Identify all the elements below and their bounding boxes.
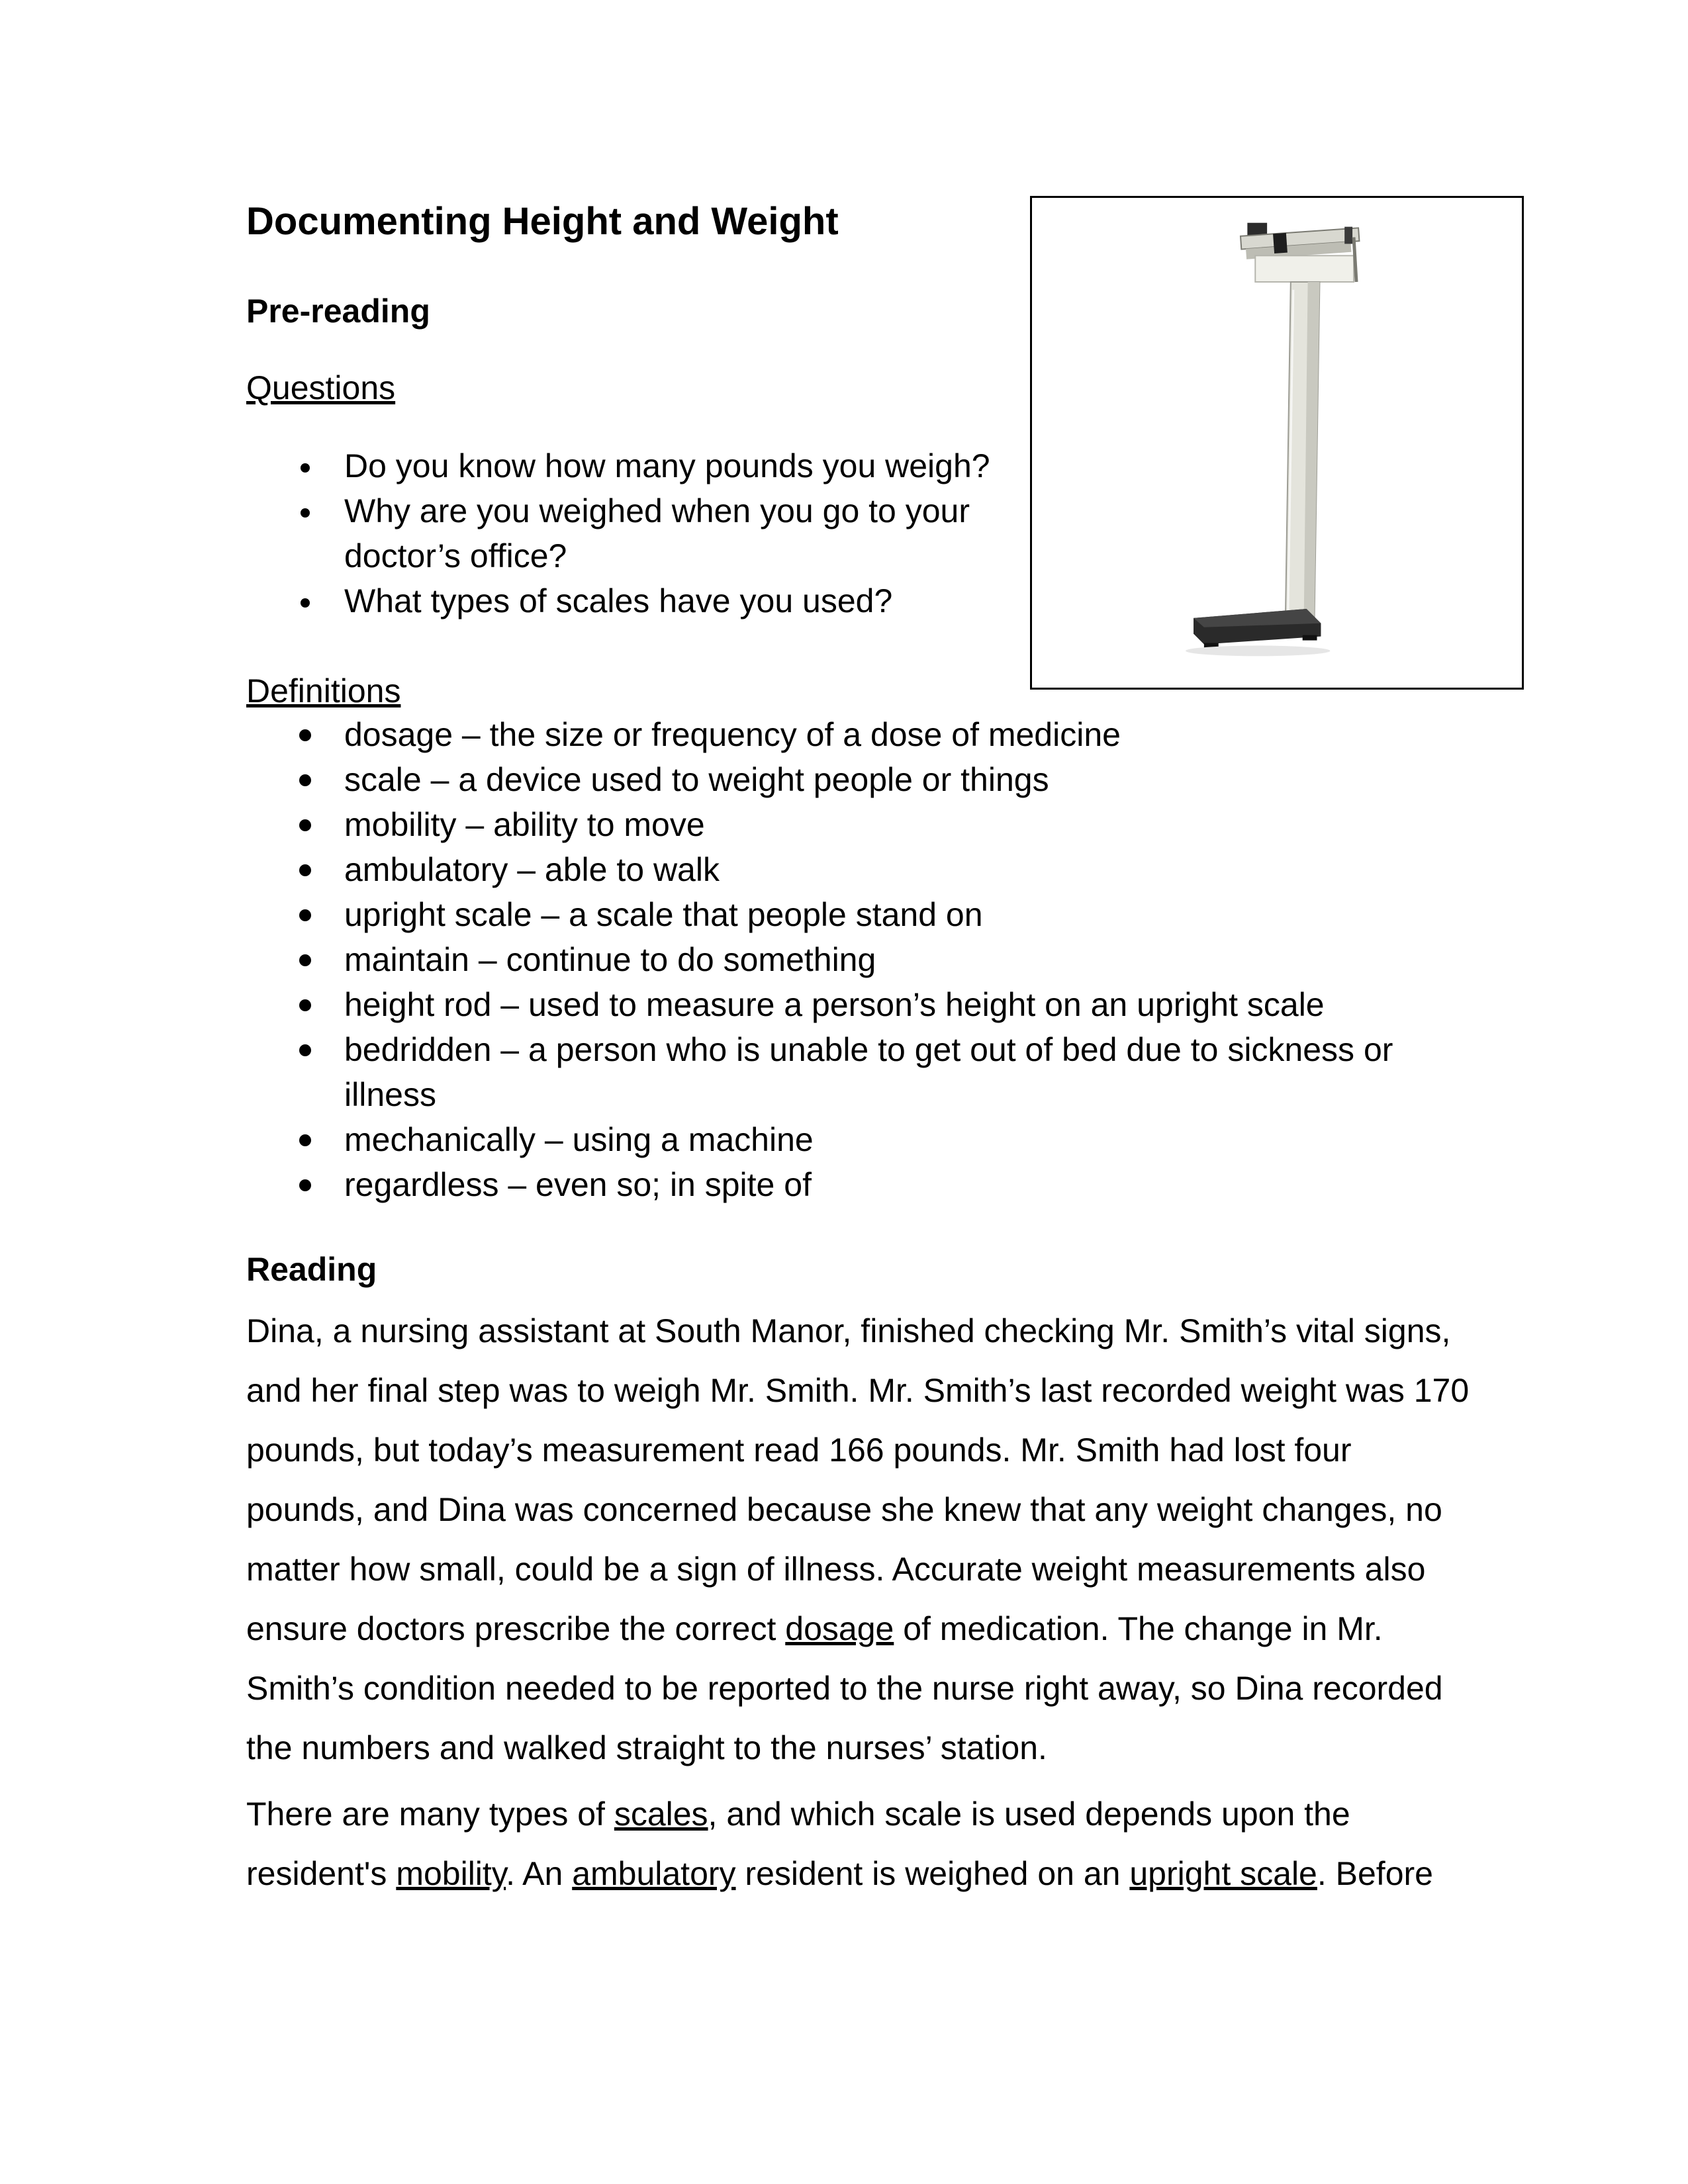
definitions-list (246, 712, 1425, 1207)
paragraph-text: of medication. The change in Mr. Smith’s condition needed to be reported to the nurse right away, so Dina recorded the numbers and walked straight to the nurses’ station. (246, 1610, 1443, 1766)
reading-paragraph-1 (246, 1301, 1477, 1778)
reading-heading: Reading (246, 1251, 377, 1288)
definition-item: scale – a device used to weight people or things (246, 757, 1425, 802)
reading-paragraph-2 (246, 1784, 1477, 1903)
definition-item: bedridden – a person who is unable to get out of bed due to sickness or illness (246, 1027, 1425, 1117)
paragraph-text: . Before (1317, 1855, 1433, 1892)
question-item: What types of scales have you used? (246, 578, 1027, 623)
definitions-heading: Definitions (246, 672, 401, 709)
term-scales: scales (614, 1796, 708, 1833)
term-dosage: dosage (785, 1610, 894, 1647)
questions-heading: Questions (246, 369, 396, 406)
upright-scale-image (1030, 196, 1524, 690)
upright-scale-illustration (1032, 198, 1522, 688)
paragraph-text: . An (506, 1855, 573, 1892)
definition-item: height rod – used to measure a person’s height on an upright scale (246, 982, 1425, 1027)
definition-item: dosage – the size or frequency of a dose of medicine (246, 712, 1425, 757)
term-mobility: mobility (396, 1855, 506, 1892)
term-ambulatory: ambulatory (572, 1855, 736, 1892)
paragraph-text: resident is weighed on an (735, 1855, 1130, 1892)
page-title: Documenting Height and Weight (246, 200, 839, 243)
definition-item: ambulatory – able to walk (246, 847, 1425, 892)
questions-list (246, 443, 1027, 623)
pre-reading-heading: Pre-reading (246, 293, 430, 330)
definition-item: mobility – ability to move (246, 802, 1425, 847)
paragraph-text: Dina, a nursing assistant at South Manor, finished checking Mr. Smith’s vital signs, and her final step was to weigh Mr. Smith. Mr. Smith’s last recorded weight was 170 pounds, but today’s measurement read 166 pounds. Mr. Smith had lost four pounds, and Dina was concerned because she knew that any weight changes, no matter how small, could be a sign of illness. Accurate weight measurements also ensure doctors prescribe the correct (246, 1312, 1470, 1647)
definition-item: mechanically – using a machine (246, 1117, 1425, 1162)
question-item: Why are you weighed when you go to your doctor’s office? (246, 488, 1027, 578)
paragraph-text: , and which scale is used depends upon the resident's (246, 1796, 1350, 1892)
term-upright-scale: upright scale (1129, 1855, 1317, 1892)
definition-item: regardless – even so; in spite of (246, 1162, 1425, 1207)
paragraph-text: There are many types of (246, 1796, 614, 1833)
definition-item: maintain – continue to do something (246, 937, 1425, 982)
question-item: Do you know how many pounds you weigh? (246, 443, 1027, 488)
definition-item: upright scale – a scale that people stand on (246, 892, 1425, 937)
